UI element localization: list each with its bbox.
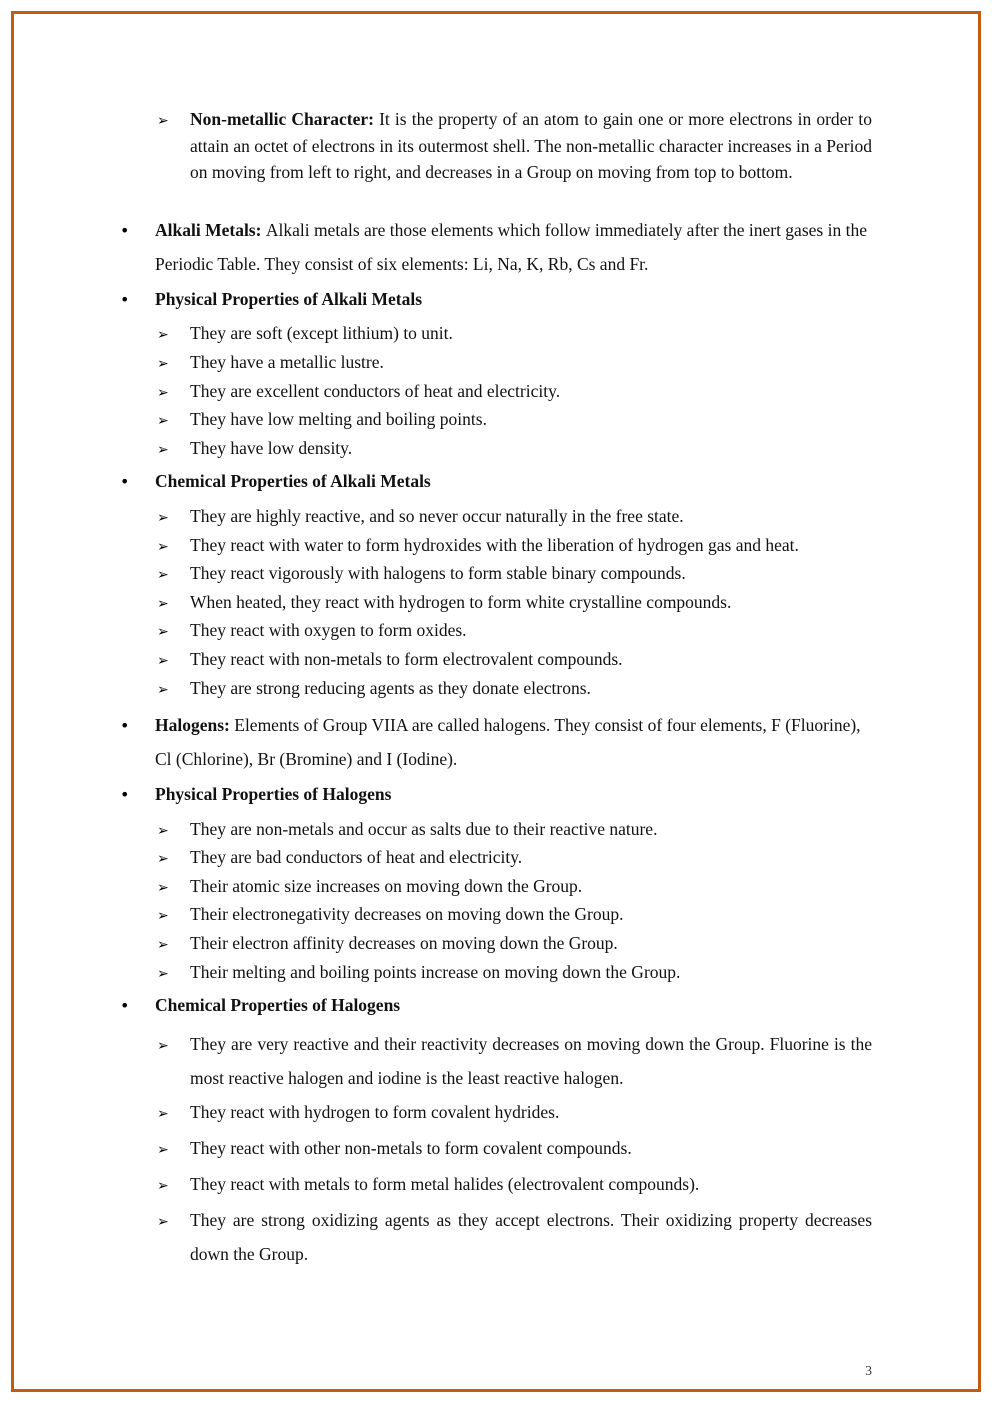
arrow-bullet-icon: ➢ [157,509,169,526]
arrow-item [120,106,872,186]
page-number: 3 [865,1363,872,1378]
arrow-list-item-text: When heated, they react with hydrogen to form white crystalline compounds. [190,591,732,612]
arrow-list-item [120,617,872,646]
arrow-bullet-icon: ➢ [157,355,169,372]
bullet-item-text: Halogens: Elements of Group VIIA are called halogens. They consist of four elements, F (Fluorine), Cl (Chlorine), Br (Bromine) and I (Iodine). [155,715,861,770]
arrow-list-item [120,532,872,561]
arrow-bullet-icon: ➢ [157,879,169,896]
arrow-list-item [120,844,872,873]
arrow-list-item [120,1027,872,1095]
arrow-list-item-text: They are very reactive and their reactivity decreases on moving down the Group. Fluorine is the most reactive halogen and iodine is the least reactive halogen. [190,1033,872,1088]
bullet-item [120,213,872,281]
arrow-list-item [120,1203,872,1271]
document-content [120,106,872,1276]
arrow-bullet-icon: ➢ [157,567,169,584]
arrow-bullet-icon: ➢ [157,937,169,954]
arrow-bullet-icon: ➢ [157,1213,169,1230]
arrow-list-item [120,675,872,704]
arrow-list-item-text: They are strong oxidizing agents as they accept electrons. Their oxidizing property decreases down the Group. [190,1209,872,1264]
section-heading [120,781,872,809]
bullet-item [120,708,872,776]
arrow-list-item [120,646,872,675]
arrow-list-item [120,816,872,845]
arrow-list-item-text: They have low melting and boiling points. [190,409,487,430]
arrow-item-text: Non-metallic Character: It is the property of an atom to gain one or more electrons in order to attain an octet of electrons in its outermost shell. The non-metallic character increases in a Period on moving from left to right, and decreases in a Group on moving from top to bottom. [190,109,873,183]
arrow-list-item [120,320,872,349]
arrow-list-item-text: They are soft (except lithium) to unit. [190,323,453,344]
arrow-list-item-text: They react with metals to form metal halides (electrovalent compounds). [190,1173,700,1194]
bold-lead: Halogens: [155,715,235,736]
arrow-list-item [120,1095,872,1131]
arrow-bullet-icon: ➢ [157,851,169,868]
arrow-list-item-text: They react vigorously with halogens to form stable binary compounds. [190,563,686,584]
arrow-list-item [120,435,872,464]
dot-bullet-icon: • [120,996,130,1016]
arrow-bullet-icon: ➢ [157,327,169,344]
arrow-list-item [120,901,872,930]
dot-bullet-icon: • [120,220,130,240]
arrow-list-item-text: They are strong reducing agents as they donate electrons. [190,677,591,698]
arrow-list-item [120,406,872,435]
arrow-bullet-icon: ➢ [157,908,169,925]
arrow-bullet-icon: ➢ [157,965,169,982]
arrow-bullet-icon: ➢ [157,113,169,129]
arrow-list-item-text: They are highly reactive, and so never occur naturally in the free state. [190,505,684,526]
bold-lead: Non-metallic Character: [190,109,380,129]
arrow-list-item [120,589,872,618]
section-heading-text: Chemical Properties of Halogens [155,995,401,1016]
arrow-list-item-text: They are excellent conductors of heat and electricity. [190,380,561,401]
bullet-item-text: Alkali Metals: Alkali metals are those elements which follow immediately after the inert gases in the Periodic Table. They consist of six elements: Li, Na, K, Rb, Cs and Fr. [155,219,867,274]
arrow-list [120,503,872,703]
arrow-bullet-icon: ➢ [157,681,169,698]
arrow-bullet-icon: ➢ [157,441,169,458]
arrow-list-item [120,503,872,532]
section-heading [120,992,872,1020]
section-heading-text: Chemical Properties of Alkali Metals [155,471,431,492]
arrow-list-item-text: They react with non-metals to form electrovalent compounds. [190,648,623,669]
arrow-bullet-icon: ➢ [157,538,169,555]
arrow-list-item-text: They have a metallic lustre. [190,351,384,372]
arrow-bullet-icon: ➢ [157,1141,169,1158]
arrow-list-item-text: They have low density. [190,437,353,458]
arrow-list [120,1027,872,1271]
arrow-list [120,816,872,988]
arrow-bullet-icon: ➢ [157,384,169,401]
arrow-list-item [120,1131,872,1167]
arrow-list-item [120,959,872,988]
arrow-list-item-text: They react with oxygen to form oxides. [190,620,467,641]
arrow-list [120,320,872,463]
section-heading [120,286,872,314]
dot-bullet-icon: • [120,472,130,492]
arrow-list-item [120,1167,872,1203]
arrow-list-item-text: Their melting and boiling points increase on moving down the Group. [190,961,681,982]
arrow-bullet-icon: ➢ [157,624,169,641]
dot-bullet-icon: • [120,289,130,309]
arrow-list-item-text: Their electron affinity decreases on moving down the Group. [190,933,618,954]
section-heading [120,468,872,496]
dot-bullet-icon: • [120,785,130,805]
arrow-bullet-icon: ➢ [157,595,169,612]
arrow-bullet-icon: ➢ [157,413,169,430]
arrow-bullet-icon: ➢ [157,1105,169,1122]
arrow-bullet-icon: ➢ [157,822,169,839]
arrow-list-item-text: They react with hydrogen to form covalent hydrides. [190,1101,560,1122]
arrow-list-item [120,378,872,407]
bold-lead: Alkali Metals: [155,219,266,240]
arrow-list-item [120,560,872,589]
arrow-list-item-text: They react with water to form hydroxides with the liberation of hydrogen gas and heat. [190,534,799,555]
arrow-list-item-text: They are non-metals and occur as salts due to their reactive nature. [190,818,658,839]
arrow-bullet-icon: ➢ [157,1177,169,1194]
arrow-bullet-icon: ➢ [157,652,169,669]
section-heading-text: Physical Properties of Halogens [155,784,392,805]
arrow-list-item-text: Their electronegativity decreases on moving down the Group. [190,904,624,925]
section-heading-text: Physical Properties of Alkali Metals [155,288,423,309]
arrow-list-item-text: They are bad conductors of heat and electricity. [190,847,523,868]
arrow-bullet-icon: ➢ [157,1037,169,1054]
arrow-list-item [120,930,872,959]
arrow-list-item [120,349,872,378]
arrow-list-item-text: Their atomic size increases on moving down the Group. [190,875,583,896]
dot-bullet-icon: • [120,716,130,736]
arrow-list-item-text: They react with other non-metals to form covalent compounds. [190,1137,632,1158]
arrow-list-item [120,873,872,902]
